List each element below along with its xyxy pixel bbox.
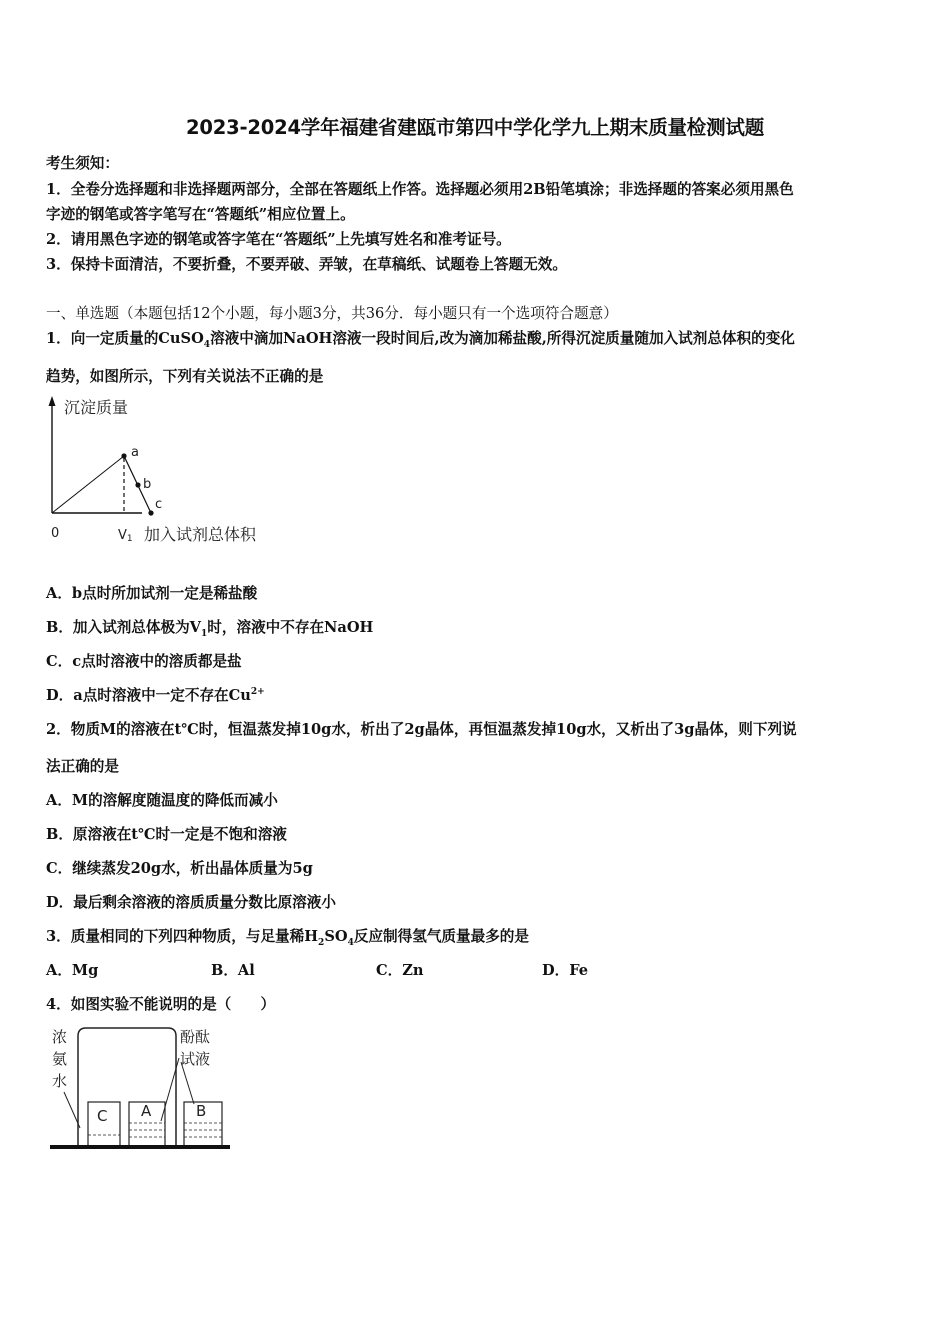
q1-option-d: D．a点时溶液中一定不存在$Cu^{2+}$ — [46, 687, 265, 704]
q1-option-b: B．加入试剂总体极为$V_1$时，溶液中不存在NaOH — [46, 619, 374, 639]
q2-option-a: A．M的溶解度随温度的降低而减小 — [46, 792, 278, 809]
notice-item: 1．全卷分选择题和非选择题两部分，全部在答题纸上作答。选择题必须用2B铅笔填涂；非选择题的答案必须用黑色 — [46, 181, 794, 198]
phenolphthalein-label: 试液 — [180, 1050, 211, 1068]
q3-stem: 3．质量相同的下列四种物质，与足量稀$H_2SO_4$反应制得氢气质量最多的是 — [46, 928, 529, 948]
ammonia-label: 浓 — [52, 1028, 68, 1046]
notice-item: 3．保持卡面清洁，不要折叠，不要弄破、弄皱，在草稿纸、试题卷上答题无效。 — [46, 256, 567, 273]
y-axis-arrow — [49, 396, 56, 406]
point-a-marker — [121, 453, 126, 458]
q1-option-c: C．c点时溶液中的溶质都是盐 — [46, 653, 242, 670]
point-c-marker — [148, 510, 153, 515]
q3-option-b: B．Al — [211, 962, 255, 979]
q2-stem-line2: 法正确的是 — [46, 758, 119, 775]
rise-line — [52, 456, 124, 513]
point-b-marker — [135, 482, 140, 487]
origin-label: 0 — [51, 526, 60, 541]
section-heading: 一、单选题（本题包括12个小题，每小题3分，共36分．每小题只有一个选项符合题意） — [46, 305, 618, 322]
point-c-label: c — [155, 497, 163, 512]
q2-option-d: D．最后剩余溶液的溶质质量分数比原溶液小 — [46, 894, 336, 911]
notice-item: 字迹的钢笔或答字笔写在“答题纸”相应位置上。 — [46, 206, 355, 223]
point-a-label: a — [131, 445, 139, 460]
q1-stem-line2: 趋势，如图所示，下列有关说法不正确的是 — [46, 368, 324, 385]
y-axis-label: 沉淀质量 — [64, 398, 129, 417]
ammonia-label: 氨 — [52, 1050, 68, 1068]
bell-jar — [78, 1028, 176, 1146]
notice-heading: 考生须知： — [46, 155, 119, 172]
ammonia-label: 水 — [52, 1072, 68, 1090]
q3-option-c: C．Zn — [376, 962, 424, 979]
table-base — [50, 1145, 230, 1149]
q1-option-a: A．b点时所加试剂一定是稀盐酸 — [46, 585, 258, 602]
q2-option-b: B．原溶液在t℃时一定是不饱和溶液 — [46, 826, 287, 843]
notice-item: 2．请用黑色字迹的钢笔或答字笔在“答题纸”上先填写姓名和准考证号。 — [46, 231, 511, 248]
v1-label: V1 — [118, 528, 133, 544]
q1-graph — [40, 392, 280, 552]
q2-stem-line1: 2．物质M的溶液在t℃时，恒温蒸发掉10g水，析出了2g晶体，再恒温蒸发掉10g水，又析出了3g晶体，则下列说 — [46, 721, 797, 738]
beaker-c-label: C — [97, 1107, 108, 1125]
q4-apparatus-figure — [44, 1022, 244, 1154]
q3-option-d: D．Fe — [542, 962, 589, 979]
x-axis-label: 加入试剂总体积 — [144, 525, 257, 544]
q2-option-c: C．继续蒸发20g水，析出晶体质量为5g — [46, 860, 313, 877]
phenolphthalein-label: 酚酞 — [180, 1028, 211, 1046]
q4-stem: 4．如图实验不能说明的是（ ） — [46, 996, 276, 1013]
beaker-a-label: A — [141, 1102, 152, 1120]
q1-stem-line1: 1．向一定质量的CuSO$_4$溶液中滴加NaOH溶液一段时间后,改为滴加稀盐酸,所得沉淀质量随加入试剂总体积的变化 — [46, 330, 795, 350]
page-title: 2023-2024学年福建省建瓯市第四中学化学九上期末质量检测试题 — [185, 116, 765, 139]
q3-option-a: A．Mg — [46, 962, 99, 979]
beaker-b-label: B — [196, 1102, 207, 1120]
point-b-label: b — [143, 477, 152, 492]
